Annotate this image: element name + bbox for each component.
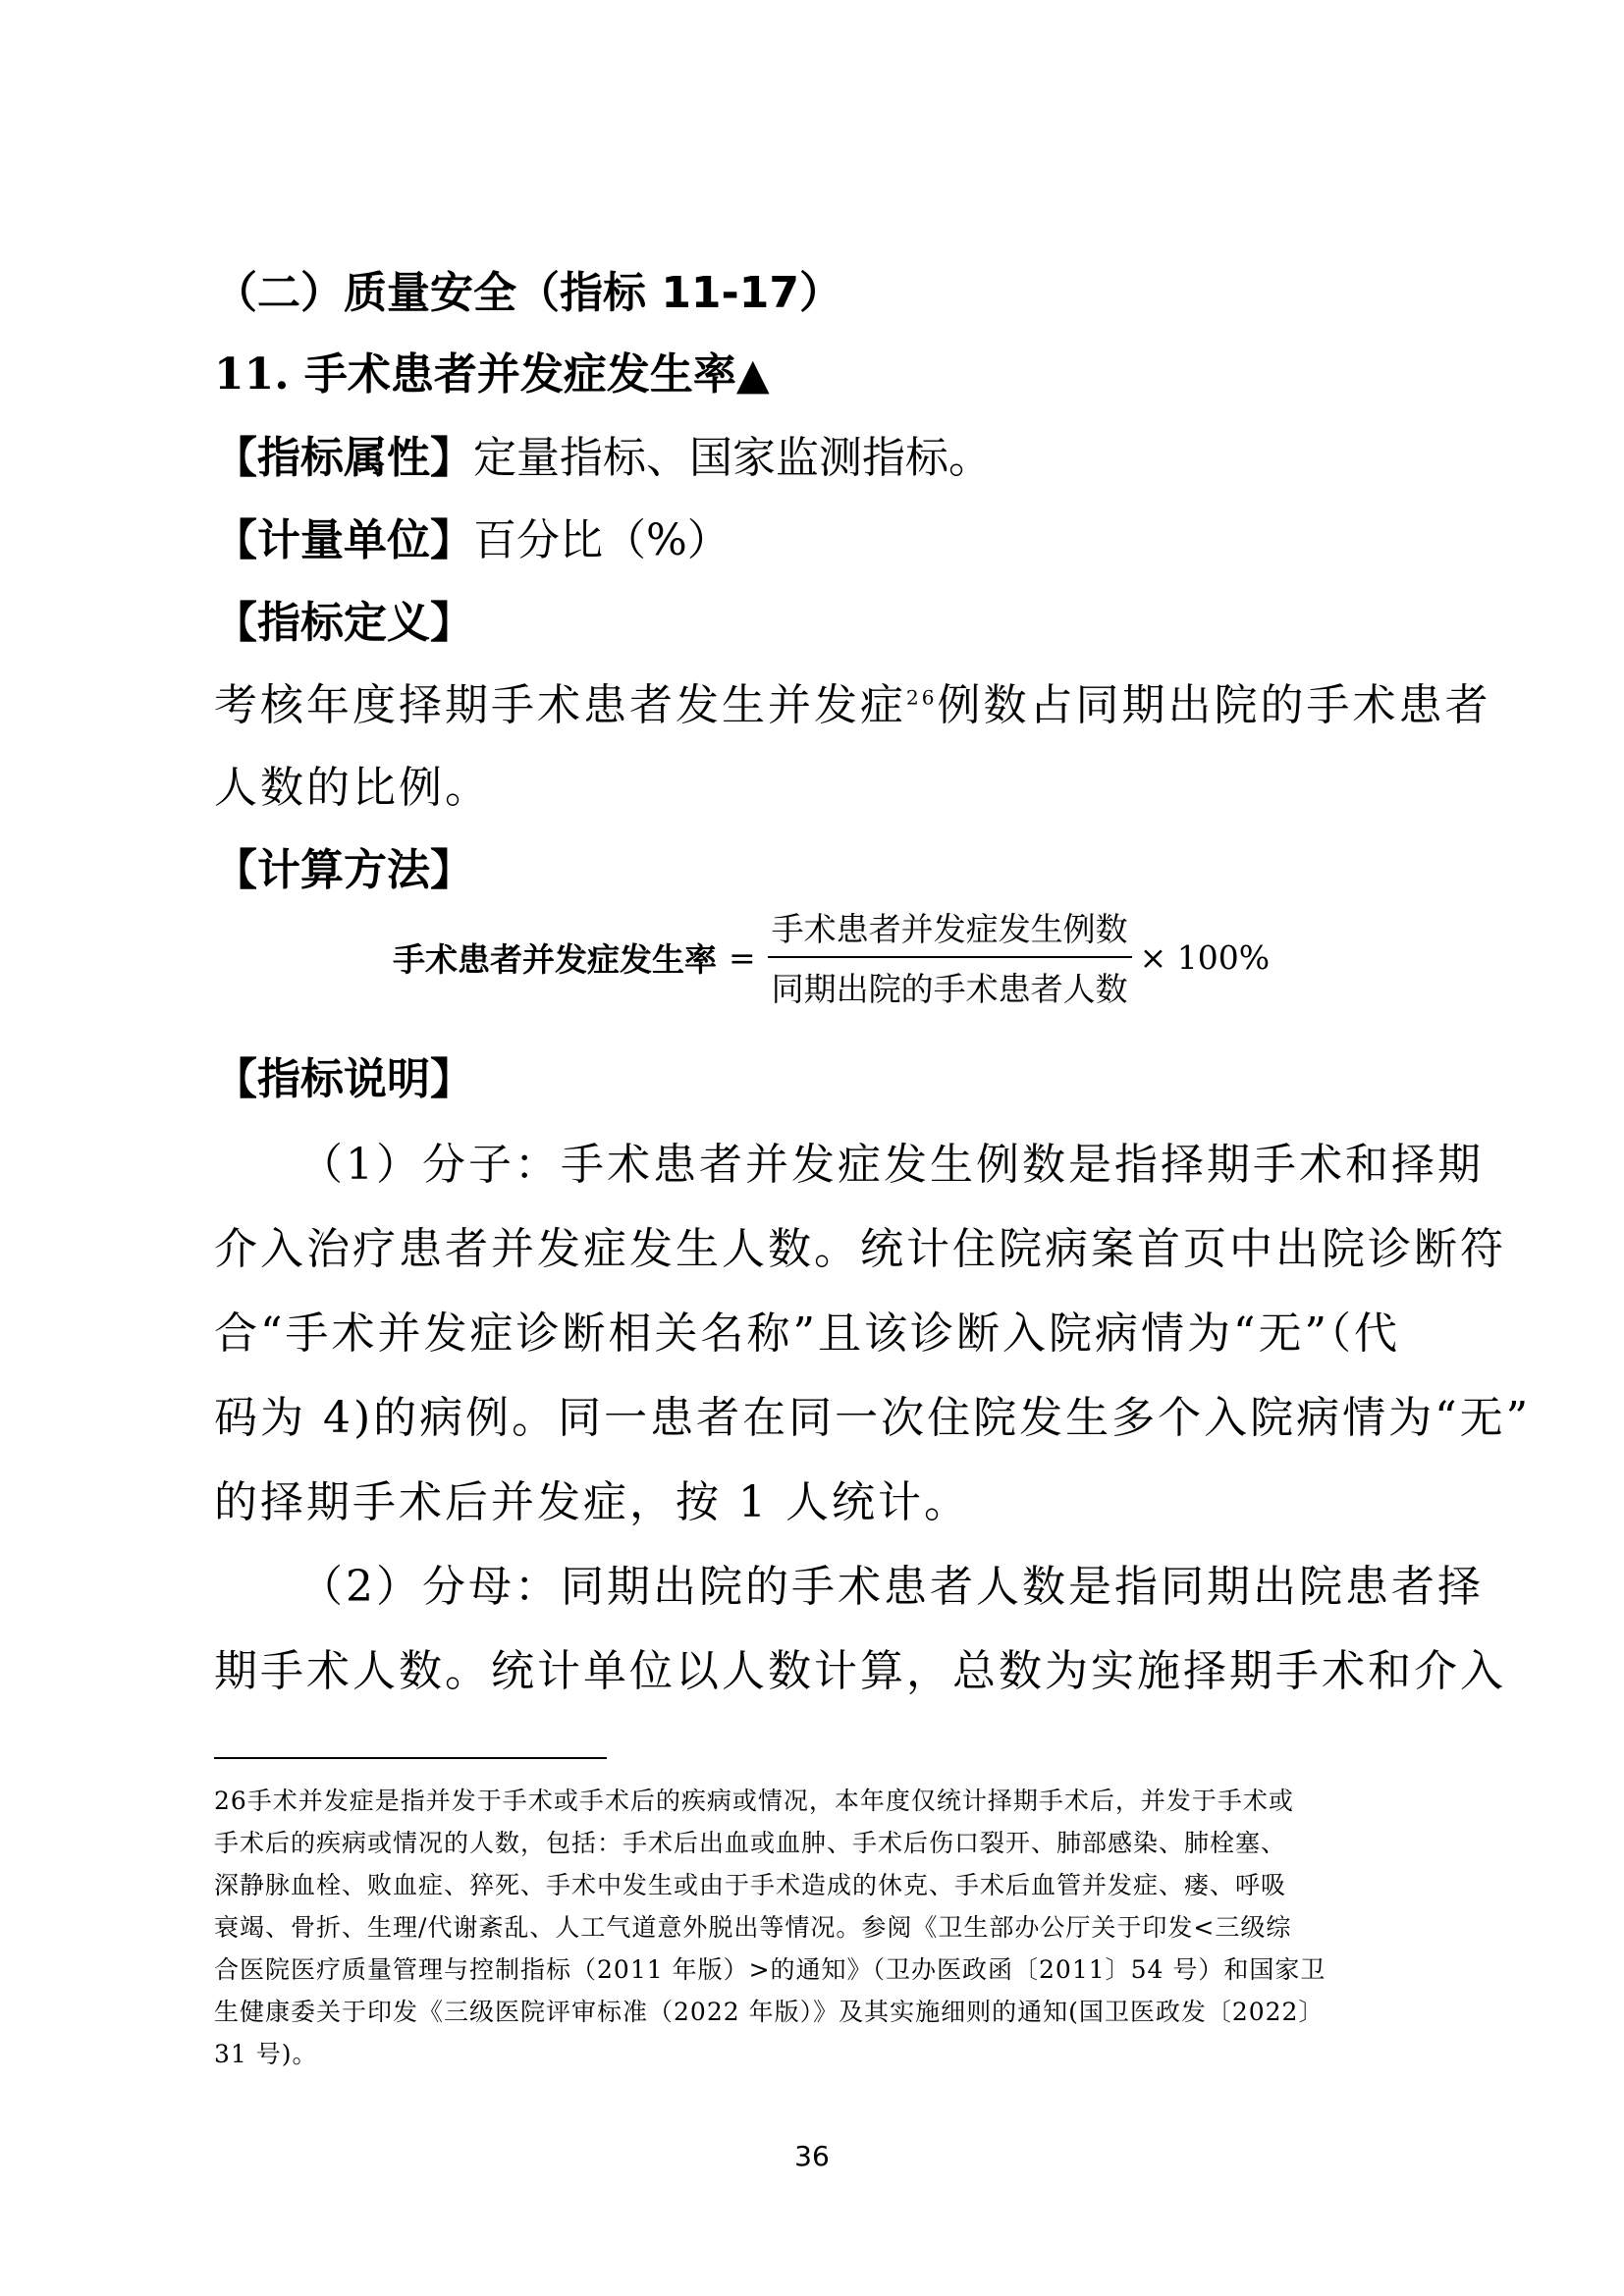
calculation-heading	[214, 834, 473, 897]
formula-lhs: 手术患者并发症发生率	[393, 939, 717, 979]
definition-line-1	[214, 669, 1490, 732]
definition-heading	[214, 587, 473, 650]
explanation-line: 合“手术并发症诊断相关名称”且该诊断入院病情为“无”（代	[214, 1308, 1400, 1359]
attribute-value: 定量指标、国家监测指标。	[473, 433, 992, 483]
footnote-line: 深静脉血栓、败血症、猝死、手术中发生或由于手术造成的休克、手术后血管并发症、瘘、呼吸	[214, 1871, 1287, 1899]
page-number: 36	[794, 2140, 830, 2172]
unit-value: 百分比（%）	[473, 515, 731, 565]
definition-text-b: 例数占同期出院的手术患者	[937, 680, 1491, 730]
formula	[393, 903, 1270, 1011]
footnote-line: 合医院医疗质量管理与控制指标（2011 年版）>的通知》（卫办医政函〔2011〕54 号）和国家卫	[214, 1955, 1326, 1984]
explanation-line: 码为 4)的病例。同一患者在同一次住院发生多个入院病情为“无”	[214, 1393, 1532, 1443]
attribute-row	[214, 422, 992, 485]
footnote-ref: 26	[906, 685, 938, 710]
unit-row	[214, 505, 731, 567]
footnote-line: 生健康委关于印发《三级医院评审标准（2022 年版）》及其实施细则的通知(国卫医政发〔2022〕	[214, 1998, 1325, 2026]
formula-multiplier: × 100%	[1139, 937, 1271, 977]
explanation-line: （1）分子：手术患者并发症发生例数是指择期手术和择期	[299, 1140, 1484, 1190]
calculation-label: 【计算方法】	[214, 845, 473, 895]
explanation-line: 介入治疗患者并发症发生人数。统计住院病案首页中出院诊断符	[214, 1224, 1506, 1274]
footnote-line: 26手术并发症是指并发于手术或手术后的疾病或情况，本年度仅统计择期手术后，并发于手术或	[214, 1787, 1294, 1815]
explanation-line: 期手术人数。统计单位以人数计算，总数为实施择期手术和介入	[214, 1646, 1506, 1696]
formula-equals: =	[729, 937, 756, 977]
formula-fraction	[768, 904, 1132, 1010]
definition-text-a: 考核年度择期手术患者发生并发症	[214, 680, 906, 730]
explanation-line: （2）分母：同期出院的手术患者人数是指同期出院患者择	[299, 1562, 1484, 1612]
explanation-heading	[214, 1043, 473, 1106]
definition-label: 【指标定义】	[214, 598, 473, 648]
explanation-label: 【指标说明】	[214, 1054, 473, 1104]
definition-line-2: 人数的比例。	[214, 763, 491, 813]
footnote-line: 衰竭、骨折、生理/代谢紊乱、人工气道意外脱出等情况。参阅《卫生部办公厅关于印发<三级综	[214, 1913, 1292, 1942]
attribute-label: 【指标属性】	[214, 433, 473, 483]
footnote-line: 31 号)。	[214, 2040, 318, 2068]
footnote-line: 手术后的疾病或情况的人数，包括：手术后出血或血肿、手术后伤口裂开、肺部感染、肺栓塞、	[214, 1829, 1287, 1857]
section-title: （二）质量安全（指标 11-17）	[214, 268, 843, 318]
indicator-title: 11. 手术患者并发症发生率▲	[214, 349, 770, 400]
formula-numerator: 手术患者并发症发生例数	[771, 910, 1128, 948]
explanation-line: 的择期手术后并发症，按 1 人统计。	[214, 1477, 970, 1527]
footnote-separator	[214, 1757, 607, 1759]
formula-denominator: 同期出院的手术患者人数	[771, 970, 1128, 1008]
unit-label: 【计量单位】	[214, 515, 473, 565]
